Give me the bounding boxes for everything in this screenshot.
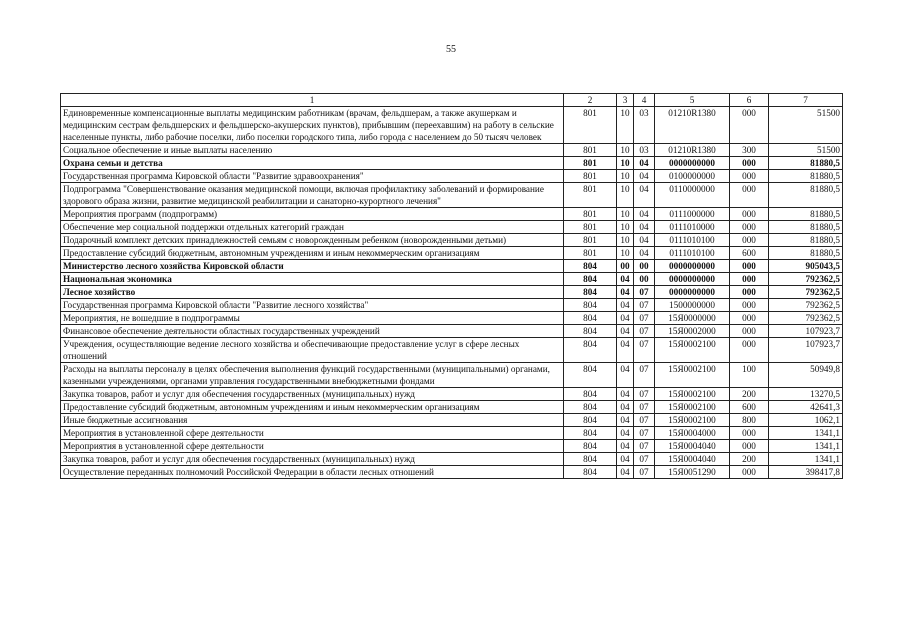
table-row (61, 414, 843, 427)
cell-subsection: 07 (634, 338, 655, 363)
table-row (61, 401, 843, 414)
cell-ministry-code: 804 (564, 260, 617, 273)
cell-subsection: 03 (634, 144, 655, 157)
cell-target-article: 15Я0002000 (655, 325, 730, 338)
cell-target-article: 15Я0002100 (655, 338, 730, 363)
table-row (61, 312, 843, 325)
cell-expense-type: 000 (730, 466, 769, 479)
cell-ministry-code: 804 (564, 325, 617, 338)
cell-subsection: 07 (634, 325, 655, 338)
cell-section: 10 (617, 234, 634, 247)
cell-name: Подпрограмма "Совершенствование оказания медицинской помощи, включая профилактику заболеваний и формирование здорового образа жизни, развитие медицинской реабилитации и санаторно-курортного лечения" (61, 183, 564, 208)
cell-subsection: 07 (634, 466, 655, 479)
cell-ministry-code: 804 (564, 286, 617, 299)
cell-ministry-code: 804 (564, 312, 617, 325)
cell-expense-type: 200 (730, 388, 769, 401)
cell-name: Национальная экономика (61, 273, 564, 286)
cell-amount: 51500 (769, 144, 843, 157)
cell-ministry-code: 801 (564, 208, 617, 221)
cell-amount: 81880,5 (769, 183, 843, 208)
cell-ministry-code: 804 (564, 466, 617, 479)
cell-subsection: 04 (634, 208, 655, 221)
cell-ministry-code: 804 (564, 363, 617, 388)
cell-expense-type: 000 (730, 183, 769, 208)
cell-ministry-code: 801 (564, 221, 617, 234)
cell-section: 04 (617, 427, 634, 440)
cell-expense-type: 000 (730, 208, 769, 221)
cell-name: Мероприятия, не вошедшие в подпрограммы (61, 312, 564, 325)
cell-ministry-code: 801 (564, 157, 617, 170)
cell-expense-type: 000 (730, 299, 769, 312)
cell-name: Мероприятия в установленной сфере деятельности (61, 427, 564, 440)
cell-amount: 107923,7 (769, 338, 843, 363)
cell-target-article: 0000000000 (655, 286, 730, 299)
cell-name: Социальное обеспечение и иные выплаты населению (61, 144, 564, 157)
cell-amount: 1341,1 (769, 453, 843, 466)
table-row (61, 273, 843, 286)
cell-section: 04 (617, 414, 634, 427)
cell-subsection: 07 (634, 453, 655, 466)
cell-name: Государственная программа Кировской области "Развитие здравоохранения" (61, 170, 564, 183)
cell-subsection: 07 (634, 401, 655, 414)
cell-section: 00 (617, 260, 634, 273)
cell-target-article: 15Я0002100 (655, 363, 730, 388)
cell-section: 04 (617, 273, 634, 286)
cell-subsection: 07 (634, 388, 655, 401)
cell-expense-type: 600 (730, 247, 769, 260)
table-row (61, 157, 843, 170)
budget-table (60, 93, 843, 479)
table-row (61, 466, 843, 479)
cell-name: Закупка товаров, работ и услуг для обеспечения государственных (муниципальных) нужд (61, 388, 564, 401)
cell-section: 04 (617, 363, 634, 388)
cell-amount: 792362,5 (769, 273, 843, 286)
table-row (61, 247, 843, 260)
table-row (61, 221, 843, 234)
cell-expense-type: 100 (730, 363, 769, 388)
cell-section: 10 (617, 208, 634, 221)
column-header-5: 5 (655, 94, 730, 107)
cell-amount: 42641,3 (769, 401, 843, 414)
table-row (61, 299, 843, 312)
cell-expense-type: 000 (730, 170, 769, 183)
cell-amount: 81880,5 (769, 247, 843, 260)
table-row (61, 453, 843, 466)
cell-section: 10 (617, 157, 634, 170)
cell-target-article: 15Я0002100 (655, 388, 730, 401)
cell-ministry-code: 804 (564, 299, 617, 312)
table-row (61, 388, 843, 401)
cell-subsection: 07 (634, 312, 655, 325)
cell-ministry-code: 804 (564, 440, 617, 453)
cell-subsection: 07 (634, 299, 655, 312)
cell-ministry-code: 804 (564, 414, 617, 427)
cell-expense-type: 000 (730, 260, 769, 273)
cell-name: Расходы на выплаты персоналу в целях обеспечения выполнения функций государственными (муниципальными) органами, казенными учреждениями, органами управления государственными внебюджетными фондами (61, 363, 564, 388)
table-row (61, 234, 843, 247)
cell-target-article: 0000000000 (655, 273, 730, 286)
cell-amount: 81880,5 (769, 157, 843, 170)
cell-amount: 792362,5 (769, 299, 843, 312)
cell-ministry-code: 801 (564, 183, 617, 208)
cell-name: Иные бюджетные ассигнования (61, 414, 564, 427)
cell-subsection: 07 (634, 427, 655, 440)
cell-amount: 51500 (769, 107, 843, 144)
cell-ministry-code: 804 (564, 401, 617, 414)
cell-amount: 81880,5 (769, 221, 843, 234)
cell-ministry-code: 804 (564, 273, 617, 286)
cell-section: 04 (617, 401, 634, 414)
cell-subsection: 00 (634, 260, 655, 273)
cell-target-article: 15Я0051290 (655, 466, 730, 479)
cell-expense-type: 300 (730, 144, 769, 157)
cell-ministry-code: 804 (564, 388, 617, 401)
table-header-row (61, 94, 843, 107)
cell-section: 04 (617, 299, 634, 312)
cell-subsection: 04 (634, 170, 655, 183)
cell-amount: 792362,5 (769, 286, 843, 299)
table-row (61, 183, 843, 208)
cell-subsection: 00 (634, 273, 655, 286)
column-header-4: 4 (634, 94, 655, 107)
cell-expense-type: 000 (730, 286, 769, 299)
cell-amount: 1341,1 (769, 440, 843, 453)
cell-section: 10 (617, 221, 634, 234)
cell-name: Государственная программа Кировской области "Развитие лесного хозяйства" (61, 299, 564, 312)
cell-ministry-code: 804 (564, 338, 617, 363)
cell-section: 10 (617, 107, 634, 144)
cell-name: Закупка товаров, работ и услуг для обеспечения государственных (муниципальных) нужд (61, 453, 564, 466)
cell-expense-type: 000 (730, 221, 769, 234)
cell-name: Министерство лесного хозяйства Кировской области (61, 260, 564, 273)
cell-section: 04 (617, 325, 634, 338)
cell-target-article: 15Я0004040 (655, 453, 730, 466)
table-row (61, 170, 843, 183)
cell-name: Подарочный комплект детских принадлежностей семьям с новорожденным ребенком (новорожденными детьми) (61, 234, 564, 247)
table-row (61, 427, 843, 440)
cell-ministry-code: 801 (564, 107, 617, 144)
cell-subsection: 03 (634, 107, 655, 144)
page-number: 55 (446, 44, 456, 55)
column-header-7: 7 (769, 94, 843, 107)
cell-amount: 1062,1 (769, 414, 843, 427)
cell-amount: 107923,7 (769, 325, 843, 338)
cell-amount: 81880,5 (769, 234, 843, 247)
cell-section: 04 (617, 286, 634, 299)
cell-target-article: 0000000000 (655, 260, 730, 273)
cell-amount: 50949,8 (769, 363, 843, 388)
cell-subsection: 07 (634, 440, 655, 453)
cell-name: Предоставление субсидий бюджетным, автономным учреждениям и иным некоммерческим организациям (61, 401, 564, 414)
table-row (61, 144, 843, 157)
cell-subsection: 07 (634, 286, 655, 299)
cell-target-article: 15Я0002100 (655, 401, 730, 414)
cell-expense-type: 800 (730, 414, 769, 427)
cell-target-article: 15Я0004000 (655, 427, 730, 440)
cell-subsection: 04 (634, 157, 655, 170)
cell-target-article: 0111000000 (655, 208, 730, 221)
cell-expense-type: 000 (730, 273, 769, 286)
cell-expense-type: 000 (730, 157, 769, 170)
cell-ministry-code: 801 (564, 234, 617, 247)
cell-expense-type: 000 (730, 234, 769, 247)
cell-name: Мероприятия в установленной сфере деятельности (61, 440, 564, 453)
table-row (61, 363, 843, 388)
cell-expense-type: 000 (730, 325, 769, 338)
cell-expense-type: 600 (730, 401, 769, 414)
cell-expense-type: 000 (730, 440, 769, 453)
cell-subsection: 04 (634, 183, 655, 208)
cell-amount: 81880,5 (769, 208, 843, 221)
cell-name: Лесное хозяйство (61, 286, 564, 299)
cell-target-article: 0000000000 (655, 157, 730, 170)
column-header-6: 6 (730, 94, 769, 107)
table-row (61, 260, 843, 273)
cell-ministry-code: 801 (564, 247, 617, 260)
cell-target-article: 01210R1380 (655, 107, 730, 144)
column-header-3: 3 (617, 94, 634, 107)
cell-target-article: 1500000000 (655, 299, 730, 312)
cell-ministry-code: 804 (564, 453, 617, 466)
cell-target-article: 15Я0002100 (655, 414, 730, 427)
cell-name: Охрана семьи и детства (61, 157, 564, 170)
column-header-2: 2 (564, 94, 617, 107)
cell-name: Осуществление переданных полномочий Российской Федерации в области лесных отношений (61, 466, 564, 479)
cell-amount: 1341,1 (769, 427, 843, 440)
table-body (61, 107, 843, 479)
cell-name: Мероприятия программ (подпрограмм) (61, 208, 564, 221)
cell-target-article: 0111010100 (655, 247, 730, 260)
table-row (61, 440, 843, 453)
cell-section: 04 (617, 388, 634, 401)
cell-target-article: 15Я0004040 (655, 440, 730, 453)
cell-target-article: 15Я0000000 (655, 312, 730, 325)
table-row (61, 286, 843, 299)
cell-section: 10 (617, 183, 634, 208)
cell-name: Единовременные компенсационные выплаты медицинским работникам (врачам, фельдшерам, а также акушеркам и медицинским сестрам фельдшерских и фельдшерско-акушерских пунктов), прибывшим (переехавшим) на работу в сельские населенные пункты, либо рабочие поселки, либо поселки городского типа, либо города с населением до 50 тысяч человек (61, 107, 564, 144)
cell-target-article: 0111010100 (655, 234, 730, 247)
cell-subsection: 04 (634, 221, 655, 234)
cell-section: 04 (617, 453, 634, 466)
column-header-1: 1 (61, 94, 564, 107)
cell-subsection: 04 (634, 247, 655, 260)
cell-expense-type: 000 (730, 338, 769, 363)
cell-ministry-code: 801 (564, 144, 617, 157)
cell-section: 10 (617, 247, 634, 260)
cell-subsection: 04 (634, 234, 655, 247)
table-row (61, 107, 843, 144)
cell-name: Обеспечение мер социальной поддержки отдельных категорий граждан (61, 221, 564, 234)
cell-amount: 81880,5 (769, 170, 843, 183)
cell-target-article: 0110000000 (655, 183, 730, 208)
cell-section: 04 (617, 338, 634, 363)
cell-name: Финансовое обеспечение деятельности областных государственных учреждений (61, 325, 564, 338)
cell-subsection: 07 (634, 414, 655, 427)
cell-target-article: 0111010000 (655, 221, 730, 234)
cell-section: 04 (617, 466, 634, 479)
cell-section: 04 (617, 440, 634, 453)
cell-amount: 792362,5 (769, 312, 843, 325)
cell-expense-type: 000 (730, 107, 769, 144)
cell-section: 04 (617, 312, 634, 325)
cell-name: Предоставление субсидий бюджетным, автономным учреждениям и иным некоммерческим организациям (61, 247, 564, 260)
table-row (61, 208, 843, 221)
cell-target-article: 0100000000 (655, 170, 730, 183)
cell-ministry-code: 804 (564, 427, 617, 440)
cell-amount: 13270,5 (769, 388, 843, 401)
cell-amount: 905043,5 (769, 260, 843, 273)
cell-expense-type: 000 (730, 312, 769, 325)
cell-subsection: 07 (634, 363, 655, 388)
cell-section: 10 (617, 170, 634, 183)
cell-amount: 398417,8 (769, 466, 843, 479)
cell-target-article: 01210R1380 (655, 144, 730, 157)
cell-name: Учреждения, осуществляющие ведение лесного хозяйства и обеспечивающие предоставление услуг в сфере лесных отношений (61, 338, 564, 363)
cell-section: 10 (617, 144, 634, 157)
table-row (61, 325, 843, 338)
cell-expense-type: 000 (730, 427, 769, 440)
cell-expense-type: 200 (730, 453, 769, 466)
table-row (61, 338, 843, 363)
cell-ministry-code: 801 (564, 170, 617, 183)
